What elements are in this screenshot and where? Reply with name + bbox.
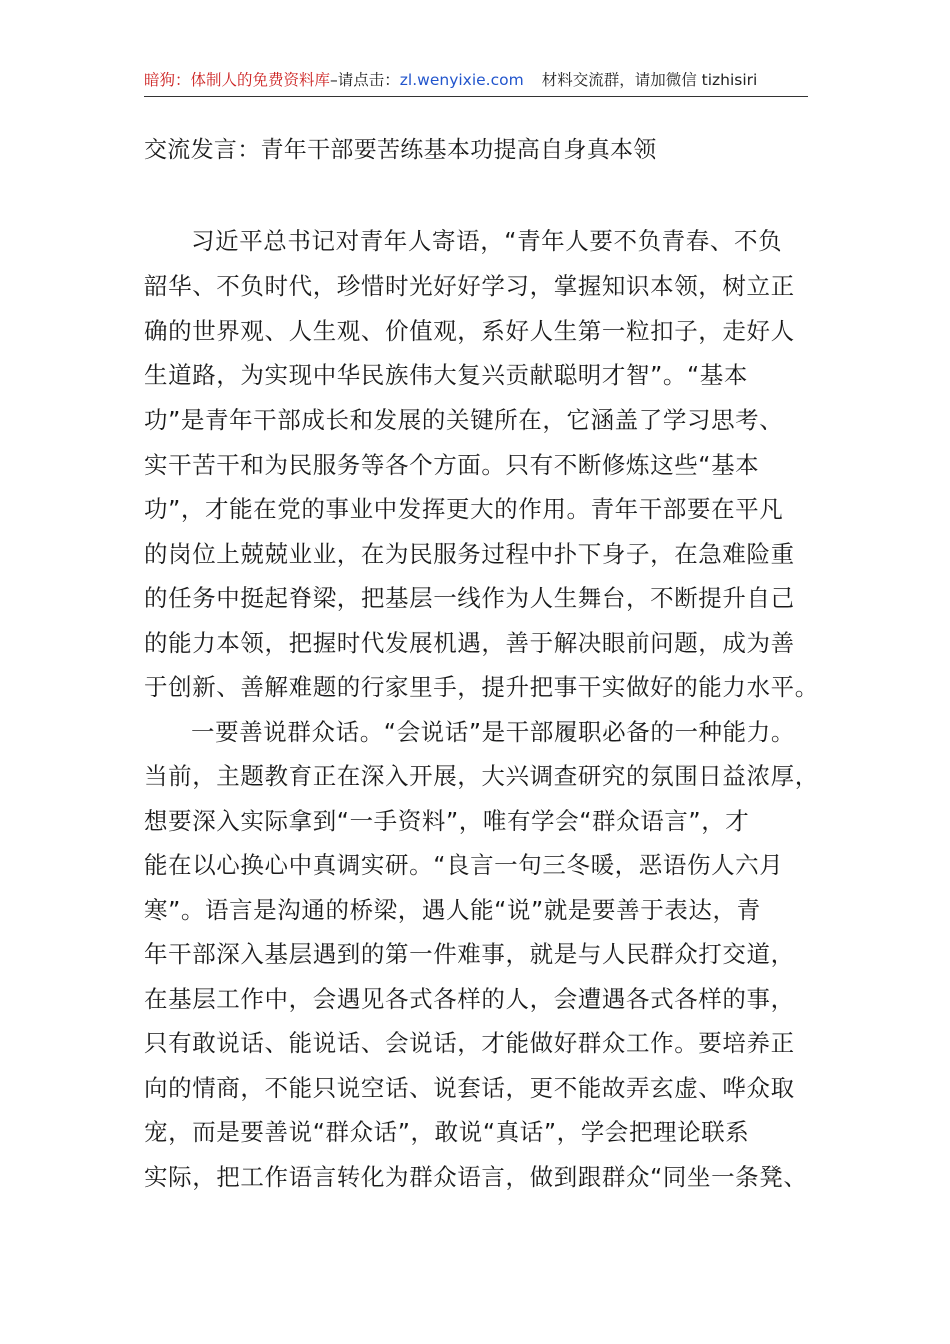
paragraph-2-line-9: 向的情商，不能只说空话、说套话，更不能故弄玄虚、哗众取 [144,1074,795,1102]
header-group-info: 材料交流群，请加微信 tizhisiri [541,71,758,89]
paragraph-2-line-7: 在基层工作中，会遇见各式各样的人，会遭遇各式各样的事， [144,985,795,1013]
paragraph-2-line-5: 寒”。语言是沟通的桥梁，遇人能“说”就是要善于表达，青 [144,896,761,924]
paragraph-1-line-9: 的任务中挺起脊梁，把基层一线作为人生舞台，不断提升自己 [144,584,795,612]
header-url-link[interactable]: zl.wenyixie.com [399,71,524,89]
paragraph-2-line-11: 实际，把工作语言转化为群众语言，做到跟群众“同坐一条凳、 [144,1163,808,1191]
paragraph-2-line-10: 宠，而是要善说“群众话”，敢说“真话”，学会把理论联系 [144,1118,750,1146]
paragraph-2-line-8: 只有敢说话、能说话、会说话，才能做好群众工作。要培养正 [144,1029,795,1057]
paragraph-2-line-6: 年干部深入基层遇到的第一件难事，就是与人民群众打交道， [144,940,795,968]
paragraph-1-line-7: 功”，才能在党的事业中发挥更大的作用。青年干部要在平凡 [144,495,784,523]
header-brand: 暗狗：体制人的免费资料库 [144,71,331,89]
paragraph-1-line-2: 韶华、不负时代，珍惜时光好好学习，掌握知识本领，树立正 [144,272,795,300]
paragraph-2-line-2: 当前，主题教育正在深入开展，大兴调查研究的氛围日益浓厚， [144,762,819,790]
header-link-label: –请点击： [330,71,400,89]
paragraph-1-line-8: 的岗位上兢兢业业，在为民服务过程中扑下身子，在急难险重 [144,540,795,568]
paragraph-1-line-11: 于创新、善解难题的行家里手，提升把事干实做好的能力水平。 [144,673,819,701]
paragraph-1-line-5: 功”是青年干部成长和发展的关键所在，它涵盖了学习思考、 [144,406,784,434]
paragraph-2-line-1: 一要善说群众话。“会说话”是干部履职必备的一种能力。 [191,718,795,746]
document-title: 交流发言：青年干部要苦练基本功提高自身真本领 [144,137,657,163]
paragraph-1-line-6: 实干苦干和为民服务等各个方面。只有不断修炼这些“基本 [144,451,760,479]
paragraph-2-line-3: 想要深入实际拿到“一手资料”，唯有学会“群众语言”，才 [144,807,750,835]
paragraph-1-line-10: 的能力本领，把握时代发展机遇，善于解决眼前问题，成为善 [144,629,795,657]
page-header [144,64,808,97]
paragraph-1-line-4: 生道路，为实现中华民族伟大复兴贡献聪明才智”。“基本 [144,361,748,389]
paragraph-2-line-4: 能在以心换心中真调实研。“良言一句三冬暖，恶语伤人六月 [144,851,784,879]
paragraph-1-line-1: 习近平总书记对青年人寄语，“青年人要不负青春、不负 [191,227,783,255]
paragraph-1-line-3: 确的世界观、人生观、价值观，系好人生第一粒扣子，走好人 [144,317,795,345]
